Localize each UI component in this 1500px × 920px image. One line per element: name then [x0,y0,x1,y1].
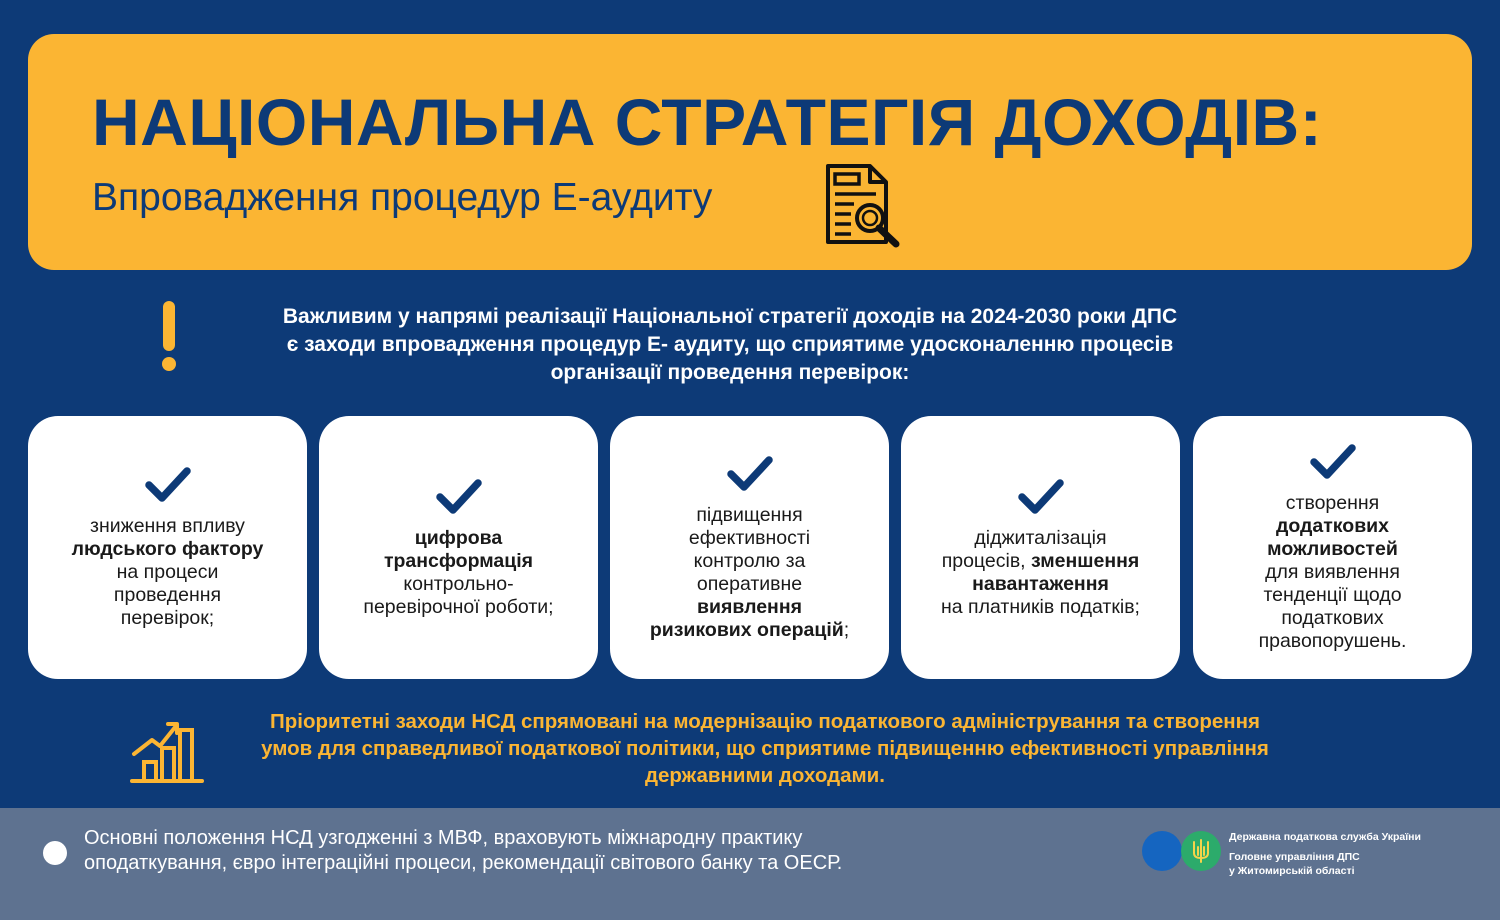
card-text-part: перевірочної роботи; [363,595,554,618]
card-text-part: проведення [113,584,222,606]
footer-line: Основні положення НСД узгодженні з МВФ, враховують міжнародну практику [84,827,803,849]
exclamation-icon [158,300,180,374]
intro-line: Важливим у напрямі реалізації Національної стратегії доходів на 2024-2030 роки ДПС [282,305,1178,328]
page-subtitle: Впровадження процедур Е-аудиту [92,176,713,219]
card-text-part: на платників податків; [941,595,1140,618]
trident-icon [1190,838,1212,864]
card-text-bold: ризикових операцій [649,618,844,641]
info-card [1193,416,1472,679]
card-text-bold: трансформація [383,549,534,572]
card-text [926,527,1156,619]
card-text-part: процесів, [941,549,1032,572]
card-content [610,416,889,679]
card-content [28,416,307,679]
card-text [1218,492,1448,653]
intro-line: є заходи впровадження процедур Е- аудиту, що сприятиме удосконаленню процесів [286,333,1174,356]
checkmark-icon [1309,442,1357,482]
card-text-bold: людського фактору [71,538,264,560]
growth-chart-icon [130,718,204,784]
card-text-part: податкових [1281,607,1384,629]
card-text-part: тенденції щодо [1263,584,1402,606]
organization-name [1229,830,1421,878]
checkmark-icon [144,465,192,505]
card-text-part: правопорушень. [1258,630,1407,652]
document-search-icon [820,162,904,248]
card-text-part: перевірок; [120,607,215,629]
card-text-part: ; [843,618,850,641]
org-line: у Житомирській області [1229,865,1355,877]
org-line: Державна податкова служба України [1229,831,1421,843]
org-line: Головне управління ДПС [1229,851,1360,863]
card-text [635,504,865,642]
bullet-dot [43,841,67,865]
card-text-part: контрольно- [403,572,514,595]
priority-line: державними доходами. [645,764,885,787]
card-text-bold: навантаження [972,572,1109,595]
card-text-part: на процеси [116,561,219,583]
card-text [344,527,574,619]
card-text-bold: зменшення [1031,549,1140,572]
logo-circle-blue [1142,831,1182,871]
intro-line: організації проведення перевірок: [550,361,910,384]
footer-text [84,826,984,876]
card-content [901,416,1180,679]
card-text-part: ефективності [688,526,811,549]
info-card [319,416,598,679]
card-text [53,515,283,630]
card-text-part: підвищення [696,503,803,526]
card-text-bold: виявлення [697,595,802,618]
card-text-part: для виявлення [1265,561,1400,583]
card-text-bold: додаткових [1275,515,1390,537]
checkmark-icon [1017,477,1065,517]
card-text-bold: можливостей [1267,538,1398,560]
card-text-part: створення [1285,492,1380,514]
card-content [319,416,598,679]
priority-line: умов для справедливої податкової політики, що сприятиме підвищенню ефективності управління [261,737,1269,760]
footer-line: оподаткування, євро інтеграційні процеси, рекомендації світового банку та ОЕСР. [84,852,843,874]
card-text-part: контролю за [693,549,806,572]
card-text-part: діджиталізація [974,526,1107,549]
card-text-bold: цифрова [414,526,503,549]
card-text-part: оперативне [696,572,803,595]
card-content [1193,416,1472,679]
header-banner [28,34,1472,270]
checkmark-icon [435,477,483,517]
info-card [610,416,889,679]
intro-text [180,303,1280,387]
page-title: НАЦІОНАЛЬНА СТРАТЕГІЯ ДОХОДІВ: [92,85,1323,159]
info-card [28,416,307,679]
logo-circle-green [1181,831,1221,871]
priority-line: Пріоритетні заходи НСД спрямовані на модернізацію податкового адміністрування та створення [270,710,1260,733]
priority-text [200,708,1330,789]
card-text-part: зниження впливу [90,515,245,537]
info-card [901,416,1180,679]
checkmark-icon [726,454,774,494]
